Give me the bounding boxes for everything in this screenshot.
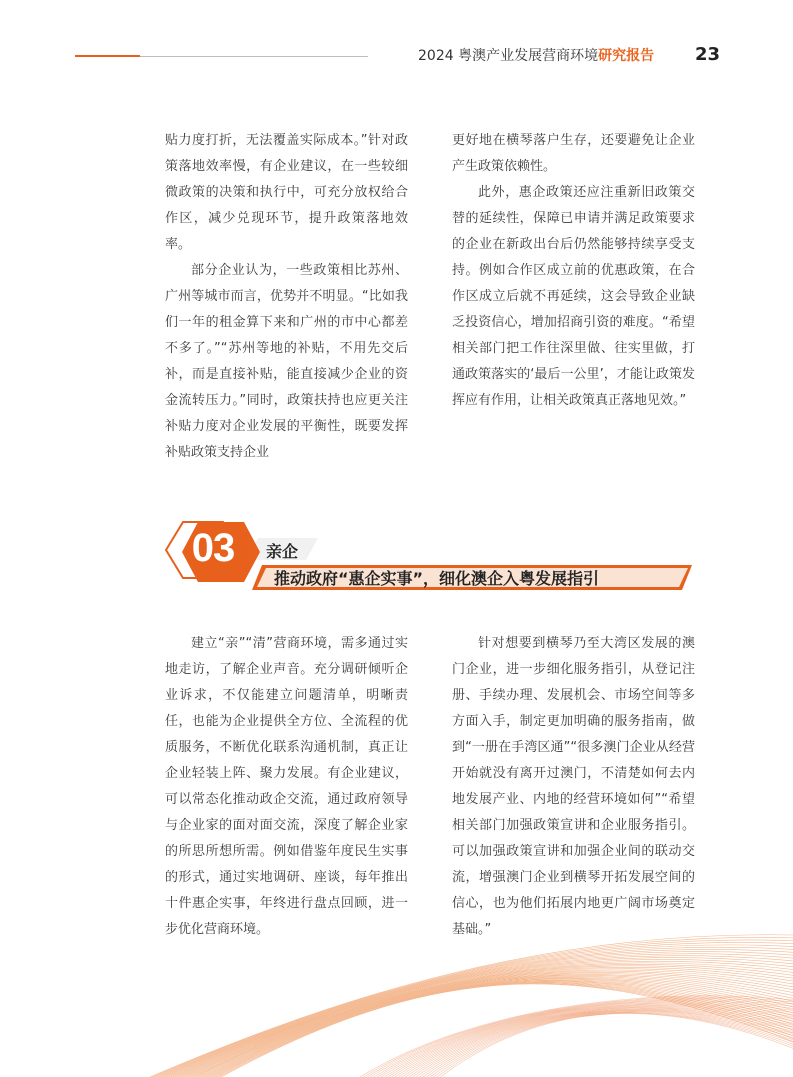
paragraph: 建立“亲”“清”营商环境，需多通过实地走访，了解企业声音。充分调研倾听企业诉求，不仅能建立问题清单，明晰责任，也能为企业提供全方位、全流程的优质服务，不断优化联系沟通机制，真正让企业轻装上阵、聚力发展。有企业建议，可以常态化推动政企交流，通过政府领导与企业家的面对面交流，深度了解企业家的所思所想所需。例如借鉴年度民生实事的形式，通过实地调研、座谈，每年推出十件惠企实事，年终进行盘点回顾，进一步优化营商环境。 (165, 636, 408, 937)
paragraph: 贴力度打折，无法覆盖实际成本。”针对政策落地效率慢，有企业建议，在一些较细微政策的决策和执行中，可充分放权给合作区，减少兑现环节，提升政策落地效率。 (165, 133, 408, 252)
page-number: 23 (695, 44, 721, 65)
paragraph: 针对想要到横琴乃至大湾区发展的澳门企业，进一步细化服务指引，从登记注册、手续办理、发展机会、市场空间等多方面入手，制定更加明确的服务指南，做到“一册在手湾区通”“很多澳门企业从经营开始就没有离开过澳门，不清楚如何去内地发展产业、内地的经营环境如何”“希望相关部门加强政策宣讲和企业服务指引。可以加强政策宣讲和加强企业间的联动交流，增强澳门企业到横琴开拓发展空间的信心，也为他们拓展内地更广阔市场奠定基础。” (452, 636, 695, 937)
paragraph: 更好地在横琴落户生存，还要避免让企业产生政策依赖性。 (452, 133, 695, 174)
section-subtitle: 推动政府“惠企实事”，细化澳企入粤发展指引 (274, 569, 600, 588)
paragraph: 部分企业认为，一些政策相比苏州、广州等城市而言，优势并不明显。“比如我们一年的租金算下来和广州的市中心都差不多了。”“苏州等地的补贴，不用先交后补，而是直接补贴，能直接减少企业的资金流转压力。”同时，政策扶持也应更关注补贴力度对企业发展的平衡性，既要发挥补贴政策支持企业 (165, 263, 408, 460)
wave-line (420, 1011, 793, 1077)
wave-line (416, 1010, 793, 1077)
paragraph: 此外，惠企政策还应注重新旧政策交替的延续性，保障已申请并满足政策要求的企业在新政出台后仍然能够持续享受支持。例如合作区成立前的优惠政策，在合作区成立后就不再延续，这会导致企业缺乏投资信心，增加招商引资的难度。“希望相关部门把工作往深里做、往实里做，打通政策落实的‘最后一公里’，才能让政策发挥应有作用，让相关政策真正落地见效。” (452, 185, 695, 408)
header-title: 2024 粤澳产业发展营商环境 (418, 48, 599, 64)
wave-line (434, 1013, 793, 1077)
section-number: 03 (191, 526, 235, 570)
header-title-highlight: 研究报告 (598, 48, 655, 64)
section-label: 亲企 (266, 542, 299, 561)
